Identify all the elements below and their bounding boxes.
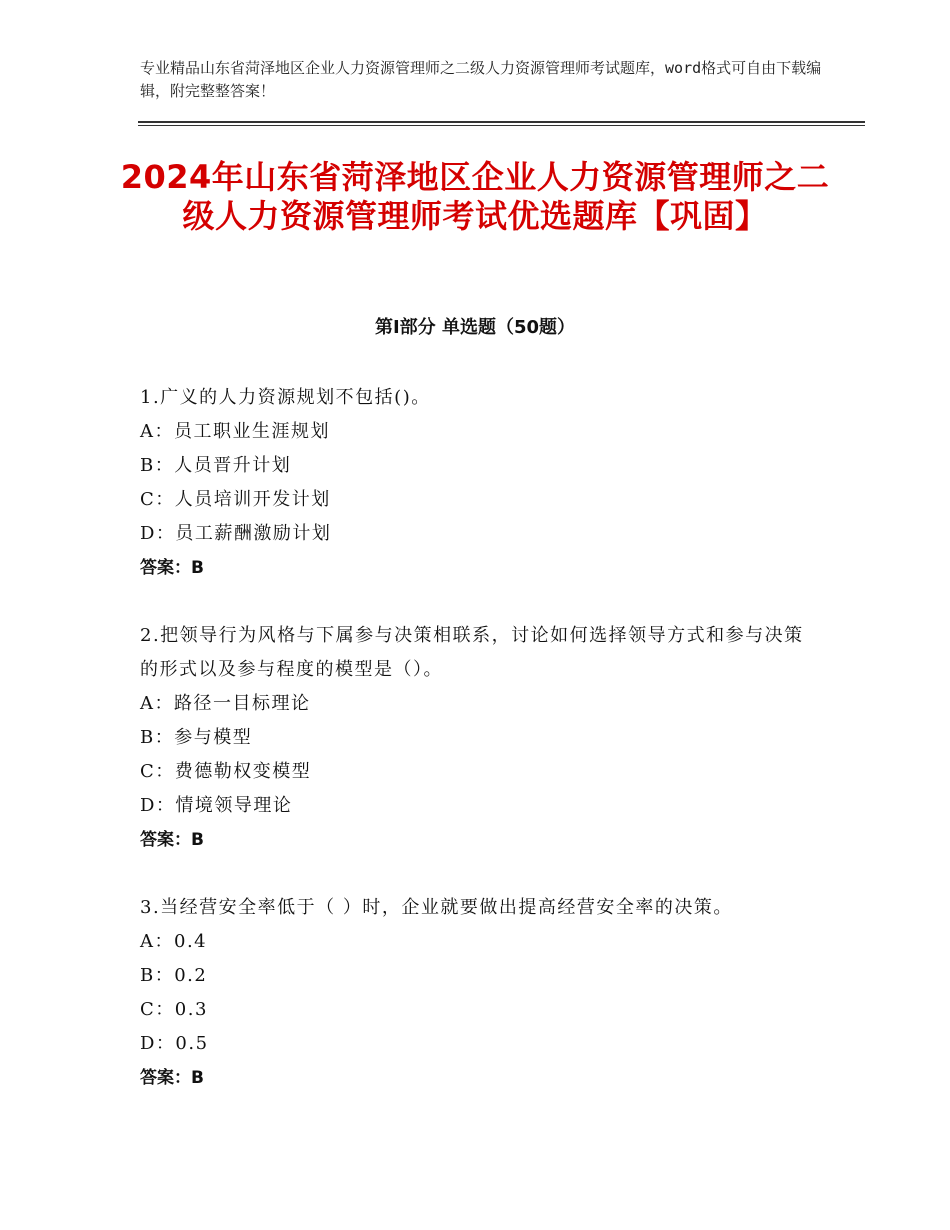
option-a: A：路径一目标理论 <box>140 693 311 714</box>
header-divider-thin <box>138 125 865 126</box>
header-note: 专业精品山东省菏泽地区企业人力资源管理师之二级人力资源管理师考试题库，word格式可自由下载编辑，附完整整答案！ <box>140 59 822 100</box>
question-stem: 2.把领导行为风格与下属参与决策相联系，讨论如何选择领导方式和参与决策的形式以及参与程度的模型是（）。 <box>140 625 804 680</box>
option-b: B：0.2 <box>140 965 208 986</box>
option-b: B：人员晋升计划 <box>140 455 292 476</box>
question-3 <box>140 891 820 1095</box>
answer: 答案：B <box>140 558 204 578</box>
option-d: D：员工薪酬激励计划 <box>140 523 332 544</box>
option-c: C：人员培训开发计划 <box>140 489 331 510</box>
option-b: B：参与模型 <box>140 727 253 748</box>
option-a: A：0.4 <box>140 931 208 952</box>
question-stem: 3.当经营安全率低于（ ）时，企业就要做出提高经营安全率的决策。 <box>140 897 733 918</box>
header-divider <box>138 121 865 123</box>
option-d: D：0.5 <box>140 1033 209 1054</box>
answer: 答案：B <box>140 1068 204 1088</box>
document-title: 2024年山东省菏泽地区企业人力资源管理师之二级人力资源管理师考试优选题库【巩固】 <box>120 158 830 235</box>
option-d: D：情境领导理论 <box>140 795 293 816</box>
option-a: A：员工职业生涯规划 <box>140 421 330 442</box>
option-c: C：0.3 <box>140 999 208 1020</box>
section-title: 第Ⅰ部分 单选题（50题） <box>374 317 575 338</box>
question-1 <box>140 381 820 585</box>
option-c: C：费德勒权变模型 <box>140 761 312 782</box>
question-2 <box>140 619 820 857</box>
question-stem: 1.广义的人力资源规划不包括()。 <box>140 387 431 408</box>
answer: 答案：B <box>140 830 204 850</box>
